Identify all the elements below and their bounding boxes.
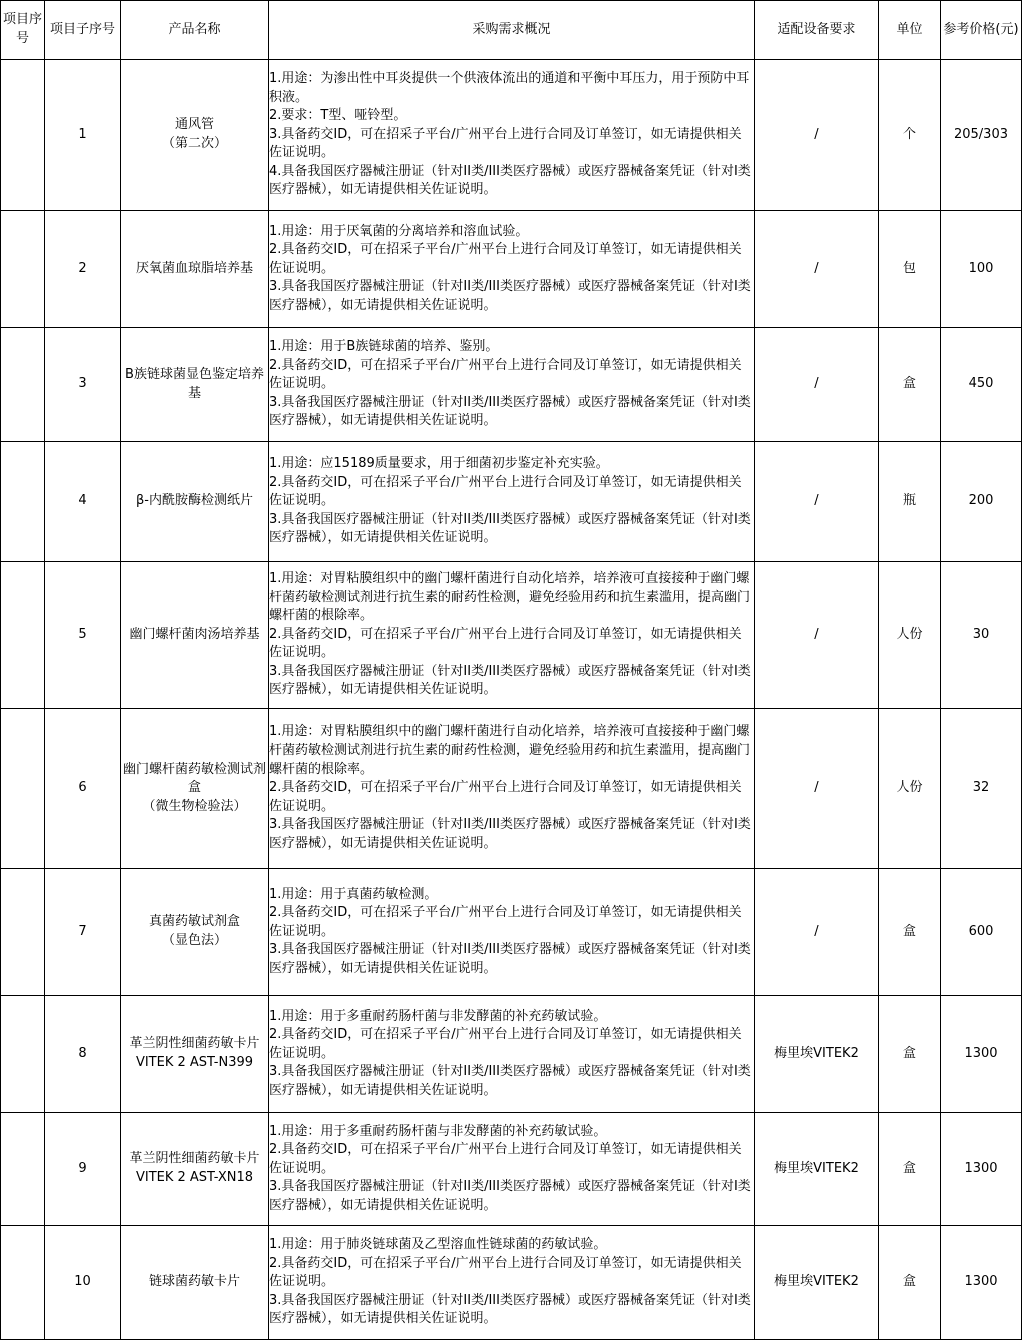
cell-requirements bbox=[269, 1226, 755, 1340]
product-name-line: （显色法） bbox=[161, 933, 227, 948]
cell-seq bbox=[1, 211, 45, 328]
cell-seq bbox=[1, 869, 45, 996]
cell-product-name bbox=[121, 60, 269, 211]
cell-subseq: 9 bbox=[45, 1113, 121, 1226]
cell-price: 30 bbox=[941, 562, 1022, 709]
requirement-line: 3.具备我国医疗器械注册证（针对II类/III类医疗器械）或医疗器械备案凭证（针对I类医疗器械），如无请提供相关佐证说明。 bbox=[269, 1292, 751, 1327]
cell-unit: 人份 bbox=[879, 709, 941, 869]
requirement-line: 2.具备药交ID，可在招采子平台/广州平台上进行合同及订单签订，如无请提供相关佐证说明。 bbox=[269, 1027, 742, 1061]
cell-requirements bbox=[269, 442, 755, 562]
header-price: 参考价格(元) bbox=[941, 1, 1022, 60]
cell-product-name bbox=[121, 442, 269, 562]
requirement-line: 1.用途：用于真菌药敏检测。 bbox=[269, 886, 438, 902]
header-seq: 项目序号 bbox=[1, 1, 45, 60]
cell-price: 450 bbox=[941, 328, 1022, 442]
requirement-line: 2.具备药交ID，可在招采子平台/广州平台上进行合同及订单签订，如无请提供相关佐证说明。 bbox=[269, 242, 742, 276]
cell-requirements bbox=[269, 211, 755, 328]
requirement-line: 1.用途：用于多重耐药肠杆菌与非发酵菌的补充药敏试验。 bbox=[269, 1008, 607, 1024]
cell-seq bbox=[1, 442, 45, 562]
cell-product-name bbox=[121, 869, 269, 996]
cell-price: 1300 bbox=[941, 1113, 1022, 1226]
product-name-line: 革兰阴性细菌药敏卡片 bbox=[129, 1036, 260, 1052]
cell-product-name bbox=[121, 562, 269, 709]
cell-subseq: 5 bbox=[45, 562, 121, 709]
header-unit: 单位 bbox=[879, 1, 941, 60]
requirement-line: 3.具备我国医疗器械注册证（针对II类/III类医疗器械）或医疗器械备案凭证（针对I类医疗器械），如无请提供相关佐证说明。 bbox=[269, 942, 751, 976]
requirement-line: 4.具备我国医疗器械注册证（针对II类/III类医疗器械）或医疗器械备案凭证（针对I类医疗器械），如无请提供相关佐证说明。 bbox=[269, 163, 751, 198]
cell-subseq: 3 bbox=[45, 328, 121, 442]
cell-unit: 个 bbox=[879, 60, 941, 211]
requirement-line: 3.具备我国医疗器械注册证（针对II类/III类医疗器械）或医疗器械备案凭证（针对I类医疗器械），如无请提供相关佐证说明。 bbox=[269, 663, 751, 698]
product-name-line: 链球菌药敏卡片 bbox=[148, 1274, 240, 1290]
cell-subseq: 1 bbox=[45, 60, 121, 211]
requirement-line: 2.具备药交ID，可在招采子平台/广州平台上进行合同及订单签订，如无请提供相关佐证说明。 bbox=[269, 474, 742, 509]
product-name-line: β-内酰胺酶检测纸片 bbox=[136, 493, 253, 509]
cell-device: 梅里埃VITEK2 bbox=[755, 1113, 879, 1226]
requirement-line: 1.用途：用于多重耐药肠杆菌与非发酵菌的补充药敏试验。 bbox=[269, 1123, 607, 1139]
cell-requirements bbox=[269, 1113, 755, 1226]
table-row bbox=[1, 996, 1022, 1113]
cell-device: / bbox=[755, 869, 879, 996]
requirement-line: 1.用途：对胃粘膜组织中的幽门螺杆菌进行自动化培养，培养液可直接接种于幽门螺杆菌药敏检测试剂进行抗生素的耐药性检测，避免经验用药和抗生素滥用，提高幽门螺杆菌的根除率。 bbox=[269, 724, 751, 777]
cell-subseq: 2 bbox=[45, 211, 121, 328]
requirement-line: 2.具备药交ID，可在招采子平台/广州平台上进行合同及订单签订，如无请提供相关佐证说明。 bbox=[269, 1142, 742, 1176]
table-body bbox=[1, 60, 1022, 1340]
cell-price: 1300 bbox=[941, 1226, 1022, 1340]
cell-subseq: 6 bbox=[45, 709, 121, 869]
product-name-line: 革兰阴性细菌药敏卡片 bbox=[129, 1151, 260, 1167]
cell-requirements bbox=[269, 996, 755, 1113]
header-requirements: 采购需求概况 bbox=[269, 1, 755, 60]
requirement-line: 3.具备我国医疗器械注册证（针对II类/III类医疗器械）或医疗器械备案凭证（针对I类医疗器械），如无请提供相关佐证说明。 bbox=[269, 1179, 751, 1213]
table-row bbox=[1, 442, 1022, 562]
cell-product-name bbox=[121, 709, 269, 869]
requirement-line: 1.用途：用于B族链球菌的培养、鉴别。 bbox=[269, 339, 499, 355]
product-name-line: （第二次） bbox=[161, 136, 227, 151]
cell-unit: 盒 bbox=[879, 328, 941, 442]
requirement-line: 3.具备我国医疗器械注册证（针对II类/III类医疗器械）或医疗器械备案凭证（针对I类医疗器械），如无请提供相关佐证说明。 bbox=[269, 817, 751, 851]
cell-seq bbox=[1, 996, 45, 1113]
cell-unit: 包 bbox=[879, 211, 941, 328]
cell-seq bbox=[1, 562, 45, 709]
product-name-line: 通风管 bbox=[174, 117, 214, 133]
cell-price: 1300 bbox=[941, 996, 1022, 1113]
table-row bbox=[1, 709, 1022, 869]
cell-subseq: 10 bbox=[45, 1226, 121, 1340]
cell-device: / bbox=[755, 328, 879, 442]
cell-price: 200 bbox=[941, 442, 1022, 562]
table-row bbox=[1, 211, 1022, 328]
product-name-line: （微生物检验法） bbox=[142, 798, 247, 814]
cell-device: / bbox=[755, 709, 879, 869]
cell-device: / bbox=[755, 442, 879, 562]
header-device: 适配设备要求 bbox=[755, 1, 879, 60]
cell-unit: 人份 bbox=[879, 562, 941, 709]
cell-price: 600 bbox=[941, 869, 1022, 996]
header-row bbox=[1, 1, 1022, 60]
table-row bbox=[1, 1226, 1022, 1340]
cell-seq bbox=[1, 1226, 45, 1340]
table-row bbox=[1, 328, 1022, 442]
cell-device: / bbox=[755, 60, 879, 211]
cell-device: 梅里埃VITEK2 bbox=[755, 1226, 879, 1340]
requirement-line: 1.用途：对胃粘膜组织中的幽门螺杆菌进行自动化培养，培养液可直接接种于幽门螺杆菌药敏检测试剂进行抗生素的耐药性检测，避免经验用药和抗生素滥用，提高幽门螺杆菌的根除率。 bbox=[269, 570, 751, 624]
requirement-line: 2.具备药交ID，可在招采子平台/广州平台上进行合同及订单签订，如无请提供相关佐证说明。 bbox=[269, 905, 742, 939]
requirement-line: 1.用途：应15189质量要求，用于细菌初步鉴定补充实验。 bbox=[269, 456, 609, 472]
cell-product-name bbox=[121, 1113, 269, 1226]
table-row bbox=[1, 1113, 1022, 1226]
cell-subseq: 7 bbox=[45, 869, 121, 996]
product-name-line: VITEK 2 AST-XN18 bbox=[135, 1170, 254, 1185]
table-row bbox=[1, 60, 1022, 211]
cell-seq bbox=[1, 328, 45, 442]
table-row bbox=[1, 869, 1022, 996]
cell-subseq: 4 bbox=[45, 442, 121, 562]
requirement-line: 1.用途：为渗出性中耳炎提供一个供液体流出的通道和平衡中耳压力，用于预防中耳积液。 bbox=[269, 70, 750, 105]
cell-product-name bbox=[121, 211, 269, 328]
cell-price: 32 bbox=[941, 709, 1022, 869]
product-name-line: B族链球菌显色鉴定培养基 bbox=[125, 366, 264, 401]
cell-requirements bbox=[269, 709, 755, 869]
product-name-line: VITEK 2 AST-N399 bbox=[135, 1055, 254, 1070]
cell-seq bbox=[1, 60, 45, 211]
cell-price: 205/303 bbox=[941, 60, 1022, 211]
product-name-line: 真菌药敏试剂盒 bbox=[148, 914, 240, 930]
product-name-line: 幽门螺杆菌肉汤培养基 bbox=[129, 626, 260, 642]
product-name-line: 厌氧菌血琼脂培养基 bbox=[135, 260, 253, 276]
requirement-line: 3.具备我国医疗器械注册证（针对II类/III类医疗器械）或医疗器械备案凭证（针对I类医疗器械），如无请提供相关佐证说明。 bbox=[269, 511, 751, 546]
cell-requirements bbox=[269, 869, 755, 996]
requirement-line: 2.具备药交ID，可在招采子平台/广州平台上进行合同及订单签订，如无请提供相关佐证说明。 bbox=[269, 780, 742, 814]
table-row bbox=[1, 562, 1022, 709]
cell-requirements bbox=[269, 328, 755, 442]
cell-device: 梅里埃VITEK2 bbox=[755, 996, 879, 1113]
cell-seq bbox=[1, 1113, 45, 1226]
cell-requirements bbox=[269, 562, 755, 709]
requirement-line: 1.用途：用于肺炎链球菌及乙型溶血性链球菌的药敏试验。 bbox=[269, 1237, 607, 1253]
cell-device: / bbox=[755, 211, 879, 328]
header-subseq: 项目子序号 bbox=[45, 1, 121, 60]
header-product-name: 产品名称 bbox=[121, 1, 269, 60]
product-name-line: 幽门螺杆菌药敏检测试剂盒 bbox=[122, 761, 266, 796]
cell-requirements bbox=[269, 60, 755, 211]
cell-unit: 盒 bbox=[879, 869, 941, 996]
requirement-line: 2.具备药交ID，可在招采子平台/广州平台上进行合同及订单签订，如无请提供相关佐证说明。 bbox=[269, 626, 742, 661]
cell-unit: 瓶 bbox=[879, 442, 941, 562]
requirement-line: 3.具备我国医疗器械注册证（针对II类/III类医疗器械）或医疗器械备案凭证（针对I类医疗器械），如无请提供相关佐证说明。 bbox=[269, 394, 751, 429]
cell-unit: 盒 bbox=[879, 996, 941, 1113]
requirement-line: 3.具备我国医疗器械注册证（针对II类/III类医疗器械）或医疗器械备案凭证（针对I类医疗器械），如无请提供相关佐证说明。 bbox=[269, 279, 751, 313]
cell-product-name bbox=[121, 328, 269, 442]
requirement-line: 2.要求：T型、哑铃型。 bbox=[269, 108, 407, 124]
cell-unit: 盒 bbox=[879, 1113, 941, 1226]
cell-device: / bbox=[755, 562, 879, 709]
cell-seq bbox=[1, 709, 45, 869]
requirement-line: 1.用途：用于厌氧菌的分离培养和溶血试验。 bbox=[269, 223, 529, 239]
requirement-line: 3.具备我国医疗器械注册证（针对II类/III类医疗器械）或医疗器械备案凭证（针对I类医疗器械），如无请提供相关佐证说明。 bbox=[269, 1064, 751, 1098]
requirement-line: 2.具备药交ID，可在招采子平台/广州平台上进行合同及订单签订，如无请提供相关佐证说明。 bbox=[269, 357, 742, 392]
cell-unit: 盒 bbox=[879, 1226, 941, 1340]
cell-subseq: 8 bbox=[45, 996, 121, 1113]
cell-product-name bbox=[121, 1226, 269, 1340]
cell-product-name bbox=[121, 996, 269, 1113]
requirement-line: 3.具备药交ID，可在招采子平台/广州平台上进行合同及订单签订，如无请提供相关佐证说明。 bbox=[269, 126, 742, 161]
cell-price: 100 bbox=[941, 211, 1022, 328]
requirement-line: 2.具备药交ID，可在招采子平台/广州平台上进行合同及订单签订，如无请提供相关佐证说明。 bbox=[269, 1255, 742, 1290]
